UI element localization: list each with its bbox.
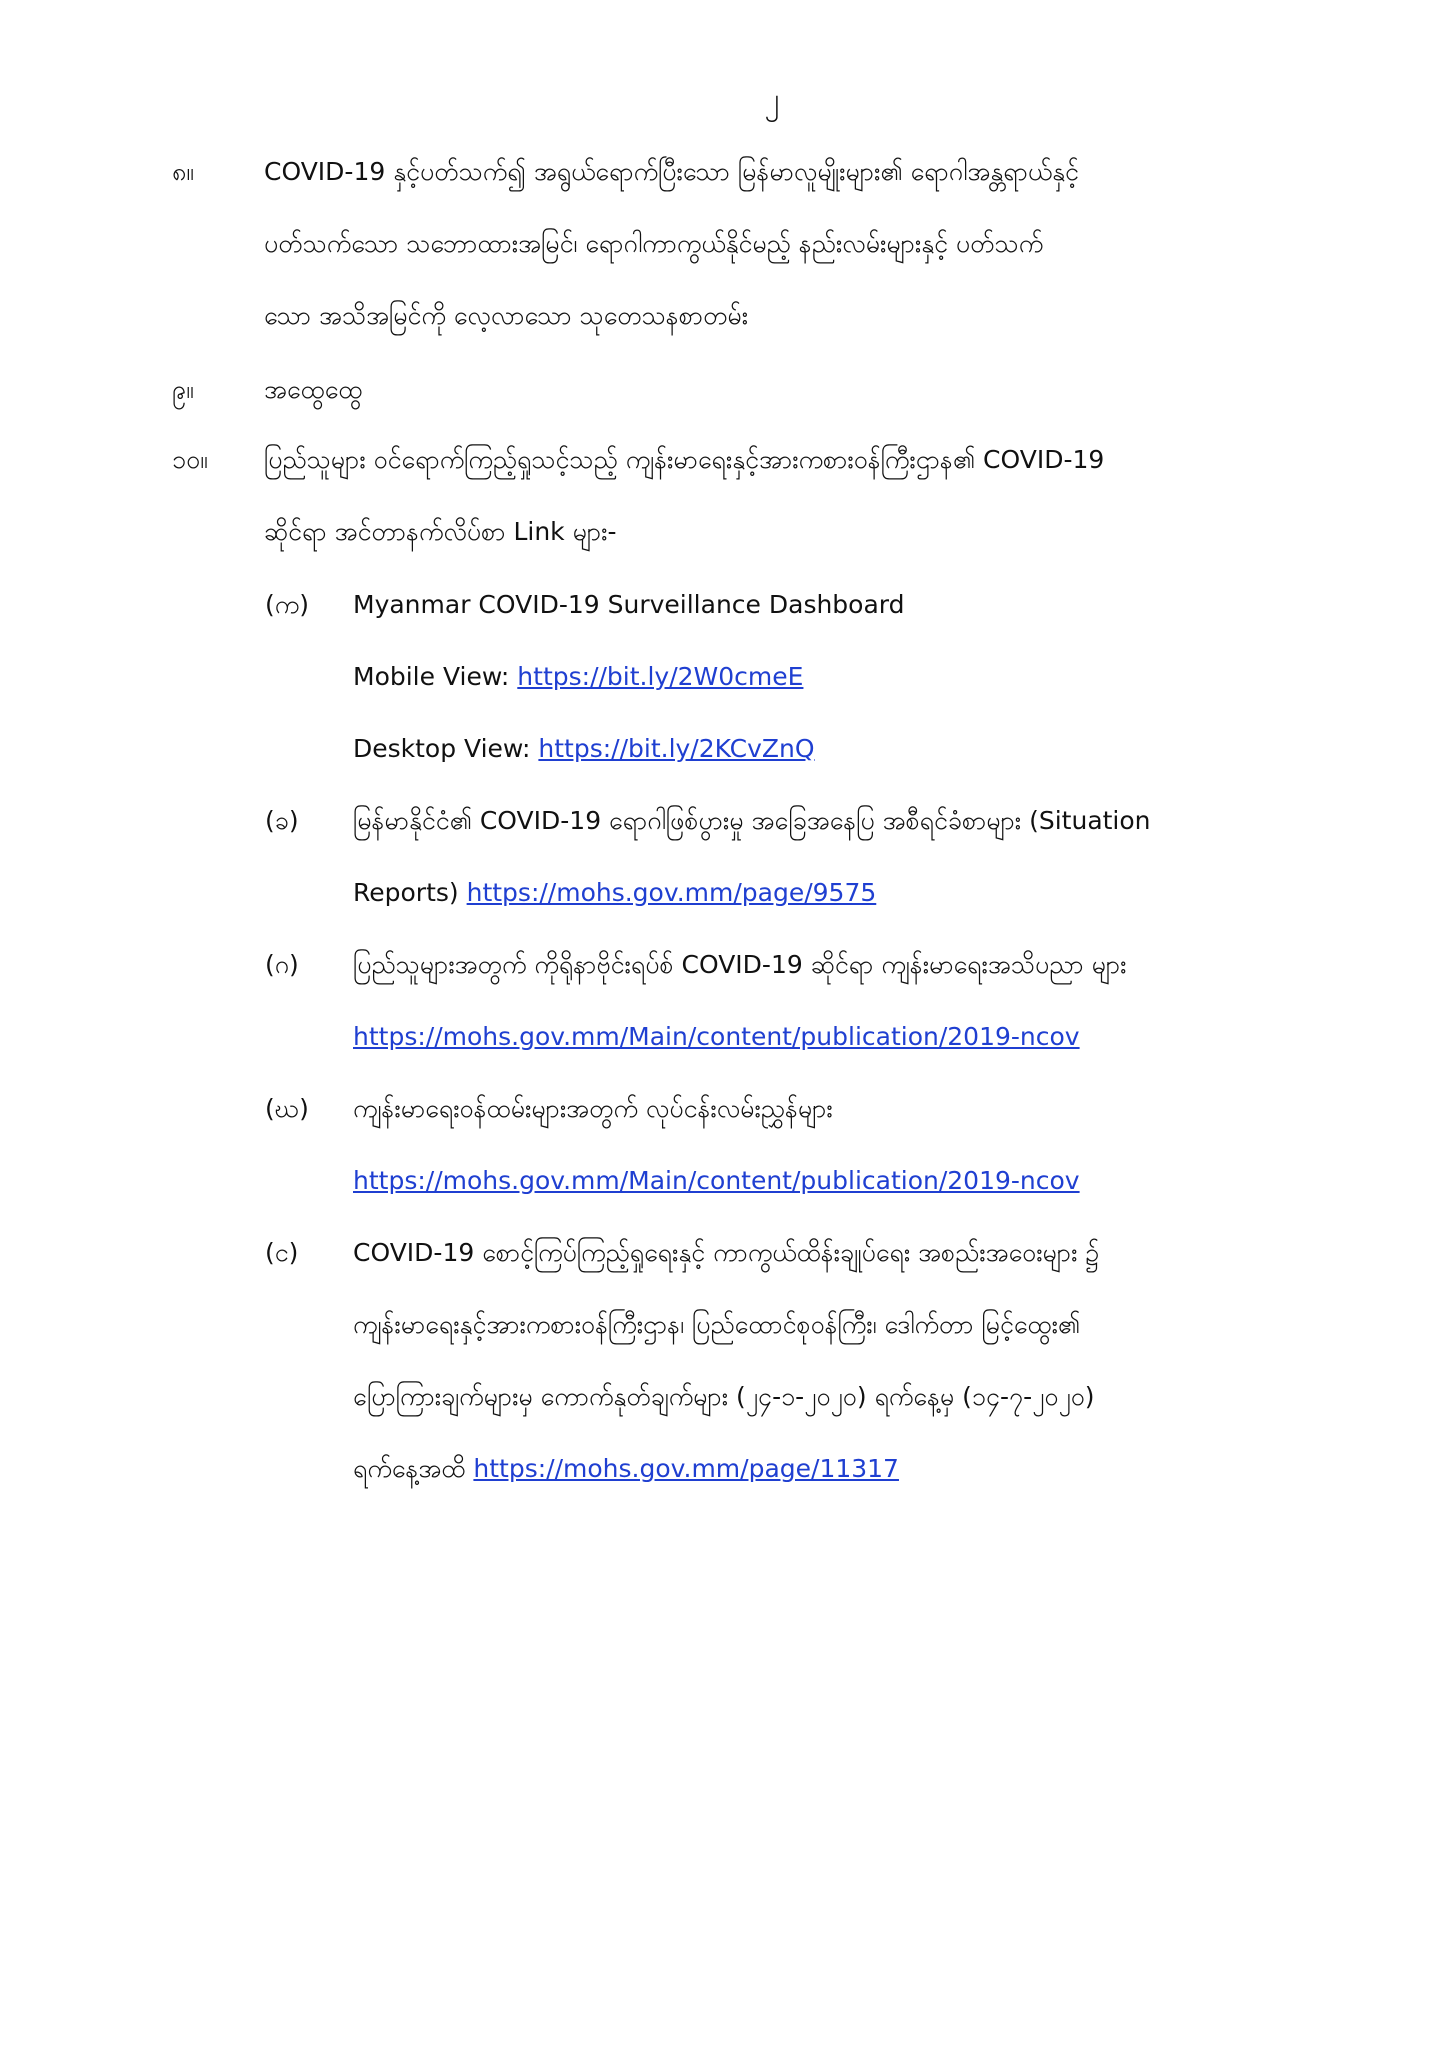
item-line: COVID-19 နှင့်ပတ်သက်၍ အရွယ်ရောက်ပြီးသော မြန်မာလူမျိုးများ၏ ရောဂါအန္တရာယ်နှင့် bbox=[264, 157, 1079, 186]
subitem-label: (ခ) bbox=[265, 806, 299, 835]
item-body bbox=[264, 370, 1368, 442]
subitem-text bbox=[353, 1233, 1369, 1521]
subitem-label: (ဃ) bbox=[265, 1094, 309, 1123]
subitem-line bbox=[353, 873, 1369, 945]
subitem-label: (င) bbox=[265, 1238, 299, 1267]
public-health-knowledge-link[interactable]: https://mohs.gov.mm/Main/content/publication/2019-ncov bbox=[353, 1022, 1080, 1051]
item-number: ၉။ bbox=[172, 375, 194, 404]
subitem-title: Myanmar COVID-19 Surveillance Dashboard bbox=[353, 590, 905, 619]
subitem-line: ပြောကြားချက်များမှ ကောက်နုတ်ချက်များ (၂၄-၁-၂၀၂၀) ရက်နေ့မှ (၁၄-၇-၂၀၂၀) bbox=[353, 1382, 1095, 1411]
subitem-text bbox=[353, 585, 1369, 801]
subitem-text bbox=[353, 801, 1369, 945]
mobile-view-link[interactable]: https://bit.ly/2W0cmeE bbox=[517, 662, 804, 691]
subitem-line: မြန်မာနိုင်ငံ၏ COVID-19 ရောဂါဖြစ်ပွားမှု အခြေအနေပြ အစီရင်ခံစာများ (Situation bbox=[353, 806, 1151, 835]
subitem-line: COVID-19 စောင့်ကြပ်ကြည့်ရှုရေးနှင့် ကာကွယ်ထိန်းချုပ်ရေး အစည်းအဝေးများ ၌ bbox=[353, 1238, 1100, 1267]
subitem-line bbox=[353, 1161, 1369, 1233]
desktop-view-label: Desktop View: bbox=[353, 734, 539, 763]
subitem-line bbox=[353, 1449, 1369, 1521]
item-line: သော အသိအမြင်ကို လေ့လာသော သုတေသနစာတမ်း bbox=[264, 301, 749, 330]
desktop-view-link[interactable]: https://bit.ly/2KCvZnQ bbox=[538, 734, 815, 763]
until-date-label: ရက်နေ့အထိ bbox=[353, 1454, 474, 1483]
item-number: ၈။ bbox=[172, 157, 194, 186]
desktop-view-line bbox=[353, 729, 1369, 801]
page-number: ၂ bbox=[764, 82, 780, 117]
subitem-text bbox=[353, 1089, 1369, 1233]
item-line: အထွေထွေ bbox=[264, 375, 363, 404]
mobile-view-line bbox=[353, 657, 1369, 729]
subitem-label: (က) bbox=[265, 590, 309, 619]
item-body bbox=[264, 440, 1368, 584]
subitem-text bbox=[353, 945, 1369, 1089]
item-number: ၁၀။ bbox=[172, 445, 208, 474]
situation-reports-label: Reports) bbox=[353, 878, 467, 907]
item-line: ဆိုင်ရာ အင်တာနက်လိပ်စာ Link များ- bbox=[264, 517, 617, 546]
item-body bbox=[264, 152, 1368, 368]
subitem-line: ကျန်းမာရေးနှင့်အားကစားဝန်ကြီးဌာန၊ ပြည်ထောင်စုဝန်ကြီး၊ ဒေါက်တာ မြင့်ထွေး၏ bbox=[353, 1310, 1081, 1339]
situation-reports-link[interactable]: https://mohs.gov.mm/page/9575 bbox=[466, 878, 877, 907]
health-workers-guidelines-link[interactable]: https://mohs.gov.mm/Main/content/publication/2019-ncov bbox=[353, 1166, 1080, 1195]
item-line: ပတ်သက်သော သဘောထားအမြင်၊ ရောဂါကာကွယ်နိုင်မည့် နည်းလမ်းများနှင့် ပတ်သက် bbox=[264, 229, 1044, 258]
item-line: ပြည်သူများ ဝင်ရောက်ကြည့်ရှုသင့်သည့် ကျန်းမာရေးနှင့်အားကစားဝန်ကြီးဌာန၏ COVID-19 bbox=[264, 445, 1105, 474]
subitem-line: ကျန်းမာရေးဝန်ထမ်းများအတွက် လုပ်ငန်းလမ်းညွှန်များ bbox=[353, 1094, 833, 1123]
subitem-line bbox=[353, 1017, 1369, 1089]
subitem-label: (ဂ) bbox=[265, 950, 299, 979]
ministerial-speeches-link[interactable]: https://mohs.gov.mm/page/11317 bbox=[473, 1454, 899, 1483]
mobile-view-label: Mobile View: bbox=[353, 662, 518, 691]
subitem-line: ပြည်သူများအတွက် ကိုရိုနာဗိုင်းရပ်စ် COVID-19 ဆိုင်ရာ ကျန်းမာရေးအသိပညာ များ bbox=[353, 950, 1127, 979]
